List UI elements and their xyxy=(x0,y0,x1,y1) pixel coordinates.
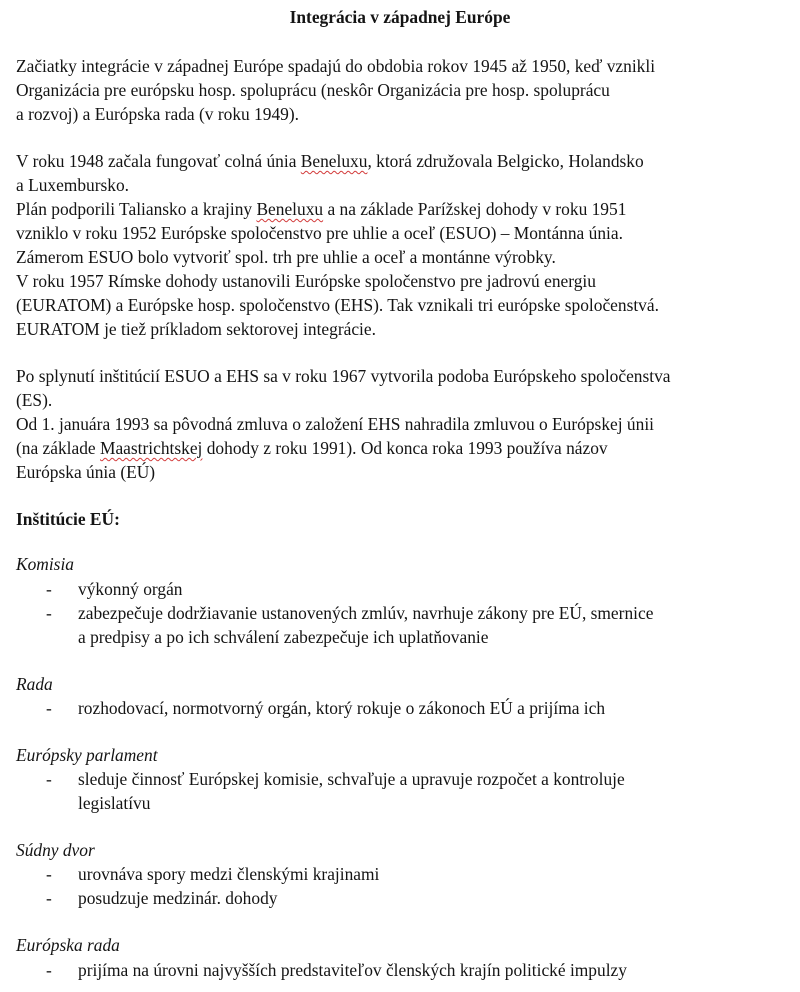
text-line: Európska únia (EÚ) xyxy=(16,462,156,482)
list-item: sleduje činnosť Európskej komisie, schvaľuje a upravuje rozpočet a kontroluje xyxy=(78,769,625,789)
text-segment: (na základe xyxy=(16,438,100,458)
text-line: a rozvoj) a Európska rada (v roku 1949). xyxy=(16,104,299,124)
text-segment: Plán podporili Taliansko a krajiny xyxy=(16,199,257,219)
institution-name-parlament: Európsky parlament xyxy=(16,745,158,765)
list-dash: - xyxy=(46,603,52,623)
list-item: posudzuje medzinár. dohody xyxy=(78,888,278,908)
text-line: Zámerom ESUO bolo vytvoriť spol. trh pre uhlie a oceľ a montánne výrobky. xyxy=(16,247,556,267)
list-item: zabezpečuje dodržiavanie ustanovených zmlúv, navrhuje zákony pre EÚ, smernice xyxy=(78,603,654,623)
text-line: Po splynutí inštitúcií ESUO a EHS sa v roku 1967 vytvorila podoba Európskeho spoločenstva xyxy=(16,366,671,386)
list-item: rozhodovací, normotvorný orgán, ktorý rokuje o zákonoch EÚ a prijíma ich xyxy=(78,698,606,718)
institution-name-dvor: Súdny dvor xyxy=(16,840,95,860)
list-dash: - xyxy=(46,864,52,884)
list-dash: - xyxy=(46,960,52,980)
text-line xyxy=(16,436,608,460)
text-line xyxy=(16,197,626,221)
text-line: a Luxembursko. xyxy=(16,175,130,195)
document-title: Integrácia v západnej Európe xyxy=(289,7,511,27)
list-dash: - xyxy=(46,698,52,718)
text-line: (ES). xyxy=(16,390,53,410)
list-item-continued: a predpisy a po ich schválení zabezpečuje ich uplatňovanie xyxy=(78,627,489,647)
list-dash: - xyxy=(46,769,52,789)
text-line xyxy=(16,149,644,173)
text-line: Organizácia pre európsku hosp. spoluprácu (neskôr Organizácia pre hosp. spoluprácu xyxy=(16,80,610,100)
spellcheck-word: Beneluxu xyxy=(256,199,324,219)
list-dash: - xyxy=(46,888,52,908)
spellcheck-word: Beneluxu xyxy=(300,151,368,171)
institution-name-europska-rada: Európska rada xyxy=(16,935,120,955)
spellcheck-word: Maastrichtskej xyxy=(100,438,203,458)
text-line: EURATOM je tiež príkladom sektorovej integrácie. xyxy=(16,319,376,339)
list-item: výkonný orgán xyxy=(78,579,183,599)
text-line: Od 1. januára 1993 sa pôvodná zmluva o založení EHS nahradila zmluvou o Európskej únii xyxy=(16,414,654,434)
institution-name-rada: Rada xyxy=(16,674,53,694)
text-line: Začiatky integrácie v západnej Európe spadajú do obdobia rokov 1945 až 1950, keď vznikli xyxy=(16,56,656,76)
list-item-continued: legislatívu xyxy=(78,793,151,813)
text-line: (EURATOM) a Európske hosp. spoločenstvo (EHS). Tak vznikali tri európske spoločenstvá. xyxy=(16,295,659,315)
list-item: prijíma na úrovni najvyšších predstaviteľov členských krajín politické impulzy xyxy=(78,960,627,980)
text-segment: V roku 1948 začala fungovať colná únia xyxy=(16,151,301,171)
institution-name-komisia: Komisia xyxy=(16,554,74,574)
text-line: vzniklo v roku 1952 Európske spoločenstvo pre uhlie a oceľ (ESUO) – Montánna únia. xyxy=(16,223,623,243)
section-heading: Inštitúcie EÚ: xyxy=(16,509,120,529)
text-segment: , ktorá združovala Belgicko, Holandsko xyxy=(367,151,644,171)
text-segment: dohody z roku 1991). Od konca roka 1993 používa názov xyxy=(202,438,608,458)
list-item: urovnáva spory medzi členskými krajinami xyxy=(78,864,380,884)
list-dash: - xyxy=(46,579,52,599)
text-segment: a na základe Parížskej dohody v roku 1951 xyxy=(323,199,627,219)
text-line: V roku 1957 Rímske dohody ustanovili Európske spoločenstvo pre jadrovú energiu xyxy=(16,271,596,291)
